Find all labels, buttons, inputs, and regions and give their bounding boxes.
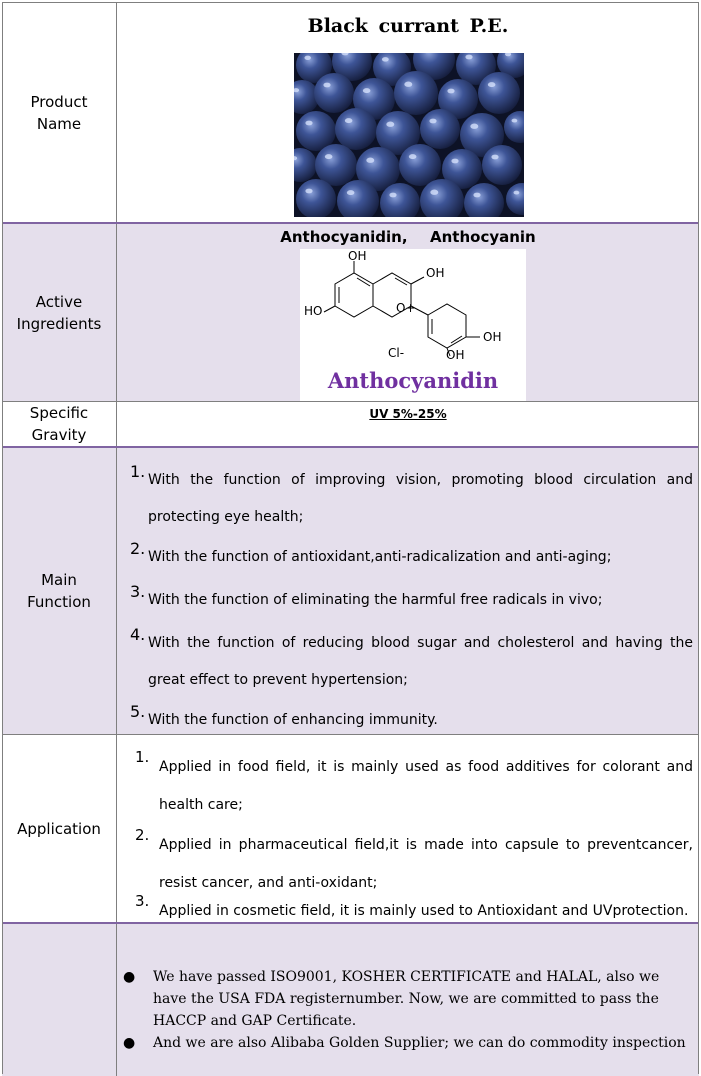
function-row bbox=[2, 446, 699, 734]
certificate-item: ● And we are also Alibaba Golden Supplier; we can do commodity inspection bbox=[123, 1032, 691, 1054]
function-item: 5. With the function of enhancing immunity. bbox=[130, 702, 693, 739]
certificate-item: ● We have passed ISO9001, KOSHER CERTIFICATE and HALAL, also we have the USA FDA registernumber. Now, we are committed to pass the HACCP and GAP Certificate. bbox=[123, 966, 691, 1032]
struct-oh-right: OH bbox=[426, 266, 444, 280]
berry bbox=[394, 71, 438, 115]
berry-highlight bbox=[429, 119, 436, 124]
application-cell bbox=[117, 735, 699, 922]
berry-highlight bbox=[473, 193, 480, 198]
certificates-cell bbox=[117, 924, 699, 1076]
struct-oh-ring-right: OH bbox=[483, 330, 501, 344]
berry-highlight bbox=[514, 191, 520, 195]
berry-highlight bbox=[491, 155, 498, 160]
application-list bbox=[135, 748, 693, 930]
berry bbox=[420, 109, 460, 149]
berry bbox=[314, 73, 354, 113]
berry-highlight bbox=[512, 119, 518, 123]
struct-ho-left: HO bbox=[304, 304, 322, 318]
berry-highlight bbox=[363, 88, 371, 93]
ingredients-row bbox=[2, 222, 699, 401]
berry-highlight bbox=[386, 122, 394, 127]
berry-highlight bbox=[323, 83, 330, 88]
struct-o-plus: O+ bbox=[396, 301, 416, 315]
ingredients-cell bbox=[117, 224, 699, 401]
ingredients-title: Anthocyanidin, Anthocyanin bbox=[117, 228, 699, 246]
berry-highlight bbox=[304, 56, 310, 60]
function-item: 3. With the function of eliminating the harmful free radicals in vivo; bbox=[130, 582, 693, 619]
function-item: 4. With the function of reducing blood sugar and cholesterol and having the great effect to prevent hypertension; bbox=[130, 625, 693, 699]
berry-highlight bbox=[470, 124, 478, 129]
application-row bbox=[2, 734, 699, 922]
function-label: Main Function bbox=[2, 448, 117, 734]
application-label: Application bbox=[2, 735, 117, 922]
function-cell bbox=[117, 448, 699, 734]
berry-highlight bbox=[305, 189, 312, 194]
berry bbox=[335, 108, 377, 150]
berry-highlight bbox=[409, 154, 417, 159]
struct-oh-top: OH bbox=[348, 249, 366, 263]
product-cell bbox=[117, 3, 699, 223]
product-row bbox=[2, 2, 699, 223]
berry bbox=[399, 144, 441, 186]
struct-chloride: Cl- bbox=[388, 346, 404, 360]
anthocyanidin-structure bbox=[300, 249, 526, 401]
berry-highlight bbox=[451, 159, 458, 164]
berry bbox=[478, 72, 520, 114]
application-item: 2. Applied in pharmaceutical field,it is made into capsule to preventcancer, resist cancer, and anti-oxidant; bbox=[135, 826, 693, 902]
berry-highlight bbox=[347, 190, 355, 195]
berry-highlight bbox=[447, 89, 454, 94]
ingredients-label: Active Ingredients bbox=[2, 224, 117, 401]
berry bbox=[482, 145, 522, 185]
certificates-list bbox=[123, 966, 691, 1054]
berry-highlight bbox=[465, 55, 472, 60]
application-item: 1. Applied in food field, it is mainly used as food additives for colorant and health care; bbox=[135, 748, 693, 824]
function-list bbox=[130, 462, 693, 739]
berry-highlight bbox=[345, 118, 353, 123]
gravity-row bbox=[2, 401, 699, 446]
gravity-cell bbox=[117, 402, 699, 446]
berry-highlight bbox=[382, 57, 389, 62]
product-label: Product Name bbox=[2, 3, 117, 223]
berry-highlight bbox=[430, 190, 438, 195]
berry-highlight bbox=[366, 158, 374, 163]
gravity-label: Specific Gravity bbox=[2, 402, 117, 446]
berry bbox=[315, 144, 357, 186]
function-item: 1. With the function of improving vision, promoting blood circulation and protecting eye health; bbox=[130, 462, 693, 536]
certificates-label bbox=[2, 924, 117, 1076]
berry-cluster bbox=[294, 53, 524, 217]
berry-highlight bbox=[389, 193, 396, 198]
black-currant-berries-photo bbox=[294, 53, 524, 217]
berry-highlight bbox=[325, 154, 333, 159]
berry-highlight bbox=[404, 82, 412, 87]
berry-highlight bbox=[488, 82, 496, 87]
function-item: 2. With the function of antioxidant,anti-radicalization and anti-aging; bbox=[130, 539, 693, 576]
application-item: 3. Applied in cosmetic field, it is mainly used to Antioxidant and UVprotection. bbox=[135, 892, 693, 930]
berry-highlight bbox=[305, 121, 312, 126]
gravity-value: UV 5%-25% bbox=[117, 407, 699, 421]
structure-caption: Anthocyanidin bbox=[327, 368, 498, 393]
certificates-row bbox=[2, 922, 699, 1076]
product-title: Black currant P.E. bbox=[117, 15, 699, 37]
struct-oh-ring-bottom: OH bbox=[446, 348, 464, 362]
